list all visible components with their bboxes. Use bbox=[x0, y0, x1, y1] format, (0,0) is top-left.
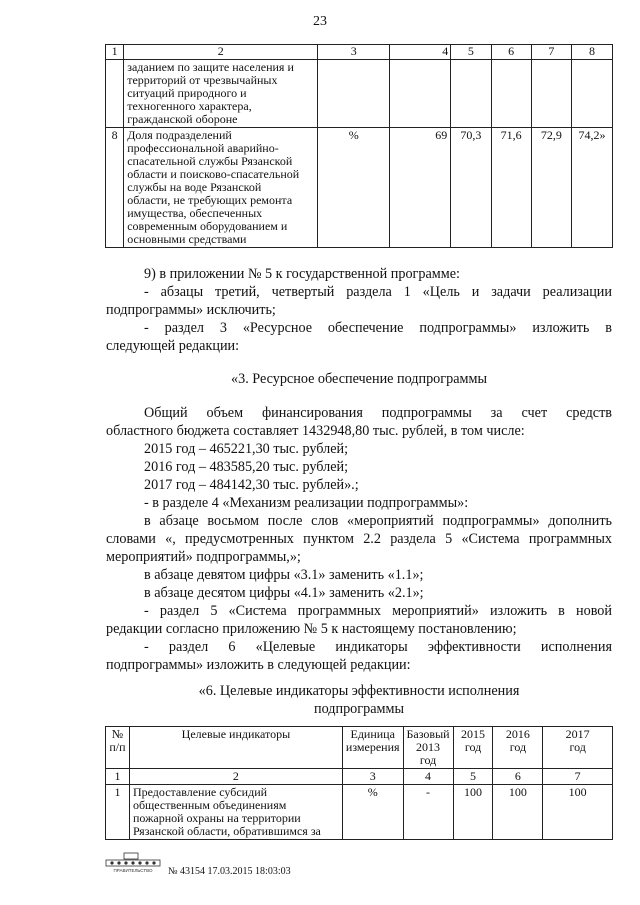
paragraph-line: областного бюджета составляет 1432948,80 тыс. рублей, в том числе: bbox=[106, 423, 525, 439]
table-row bbox=[106, 60, 613, 128]
stamp-text: ПРАВИТЕЛЬСТВО bbox=[113, 868, 153, 873]
paragraph-line: Общий объем финансирования подпрограммы за счет средств bbox=[144, 405, 612, 421]
value-cell: 100 bbox=[493, 785, 543, 840]
indicator-text: Предоставление субсидий общественным объединениям пожарной охраны на территории Рязанской области, обратившимся за bbox=[129, 785, 342, 840]
paragraph-line: - раздел 3 «Ресурсное обеспечение подпрограммы» изложить в bbox=[144, 320, 612, 336]
table-index-row bbox=[106, 45, 613, 60]
unit-cell: % bbox=[318, 128, 390, 248]
col-index: 1 bbox=[106, 45, 124, 60]
paragraph-line: - в разделе 4 «Механизм реализации подпрограммы»: bbox=[144, 495, 469, 511]
value-cell: - bbox=[403, 785, 453, 840]
paragraph-line: 2017 год – 484142,30 тыс. рублей».; bbox=[144, 477, 359, 493]
header-cell: Целевые индикаторы bbox=[129, 727, 342, 769]
value-cell: 71,6 bbox=[491, 128, 531, 248]
paragraph-line: в абзаце десятом цифры «4.1» заменить «2.1»; bbox=[144, 585, 424, 601]
paragraph-line: - раздел 6 «Целевые индикаторы эффективности исполнения bbox=[144, 639, 612, 655]
table-row bbox=[106, 785, 613, 840]
paragraph-line: - абзацы третий, четвертый раздела 1 «Цель и задачи реализации bbox=[144, 284, 612, 300]
row-number: 1 bbox=[106, 785, 130, 840]
col-index: 6 bbox=[491, 45, 531, 60]
paragraph-line: 2015 год – 465221,30 тыс. рублей; bbox=[144, 441, 349, 457]
row-number: 8 bbox=[106, 128, 124, 248]
paragraph-line: 2016 год – 483585,20 тыс. рублей; bbox=[144, 459, 349, 475]
header-cell: 2017 год bbox=[543, 727, 613, 769]
paragraph-line: словами «, предусмотренных пунктом 2.2 раздела 5 «Система программных bbox=[106, 531, 612, 547]
table-index-row: 1 2 3 4 5 6 7 bbox=[106, 769, 613, 785]
paragraph-line: редакции согласно приложению № 5 к настоящему постановлению; bbox=[106, 621, 517, 637]
paragraph-line: подпрограммы» изложить в следующей редакции: bbox=[106, 657, 411, 673]
value-cell: 69 bbox=[390, 128, 451, 248]
table-row bbox=[106, 128, 613, 248]
col-index: 3 bbox=[318, 45, 390, 60]
header-cell: 2016 год bbox=[493, 727, 543, 769]
body-text-block bbox=[106, 265, 612, 355]
paragraph-line: 9) в приложении № 5 к государственной программе: bbox=[144, 266, 460, 282]
section-6-heading: «6. Целевые индикаторы эффективности исполнения подпрограммы bbox=[198, 683, 520, 717]
value-cell: 72,9 bbox=[531, 128, 571, 248]
value-cell: 100 bbox=[543, 785, 613, 840]
paragraph-line: подпрограммы» исключить; bbox=[106, 302, 276, 318]
paragraph-line: в абзаце девятом цифры «3.1» заменить «1.1»; bbox=[144, 567, 424, 583]
value-cell: 100 bbox=[453, 785, 493, 840]
paragraph-line: - раздел 5 «Система программных мероприятий» изложить в новой bbox=[144, 603, 612, 619]
table-header-row bbox=[106, 727, 613, 769]
document-registration: № 43154 17.03.2015 18:03:03 bbox=[168, 866, 291, 877]
indicator-text: Доля подразделений профессиональной аварийно- спасательной службы Рязанской области и поисково-спасательной службы на воде Рязанской области, не требующих ремонта имущества, обеспеченных современным оборудованием и основными средствами bbox=[124, 128, 318, 248]
indicators-table-continued bbox=[105, 44, 613, 248]
value-cell: 74,2» bbox=[571, 128, 612, 248]
col-index: 8 bbox=[571, 45, 612, 60]
col-index: 7 bbox=[531, 45, 571, 60]
unit-cell: % bbox=[342, 785, 403, 840]
page-number: 23 bbox=[313, 14, 327, 29]
section-3-heading: «3. Ресурсное обеспечение подпрограммы bbox=[231, 371, 487, 387]
header-cell: Единица измерения bbox=[342, 727, 403, 769]
target-indicators-table bbox=[105, 726, 613, 840]
col-index: 4 bbox=[390, 45, 451, 60]
paragraph-line: следующей редакции: bbox=[106, 338, 240, 354]
header-cell: № п/п bbox=[106, 727, 130, 769]
paragraph-line: мероприятий» подпрограммы,»; bbox=[106, 549, 301, 565]
header-cell: Базовый 2013 год bbox=[403, 727, 453, 769]
col-index: 5 bbox=[451, 45, 491, 60]
body-text-block bbox=[106, 404, 612, 674]
paragraph-line: в абзаце восьмом после слов «мероприятий подпрограммы» дополнить bbox=[144, 513, 612, 529]
indicator-text: заданием по защите населения и территорий от чрезвычайных ситуаций природного и техногенного характера, гражданской обороне bbox=[124, 60, 318, 128]
col-index: 2 bbox=[124, 45, 318, 60]
header-cell: 2015 год bbox=[453, 727, 493, 769]
value-cell: 70,3 bbox=[451, 128, 491, 248]
government-stamp-icon bbox=[104, 852, 162, 874]
